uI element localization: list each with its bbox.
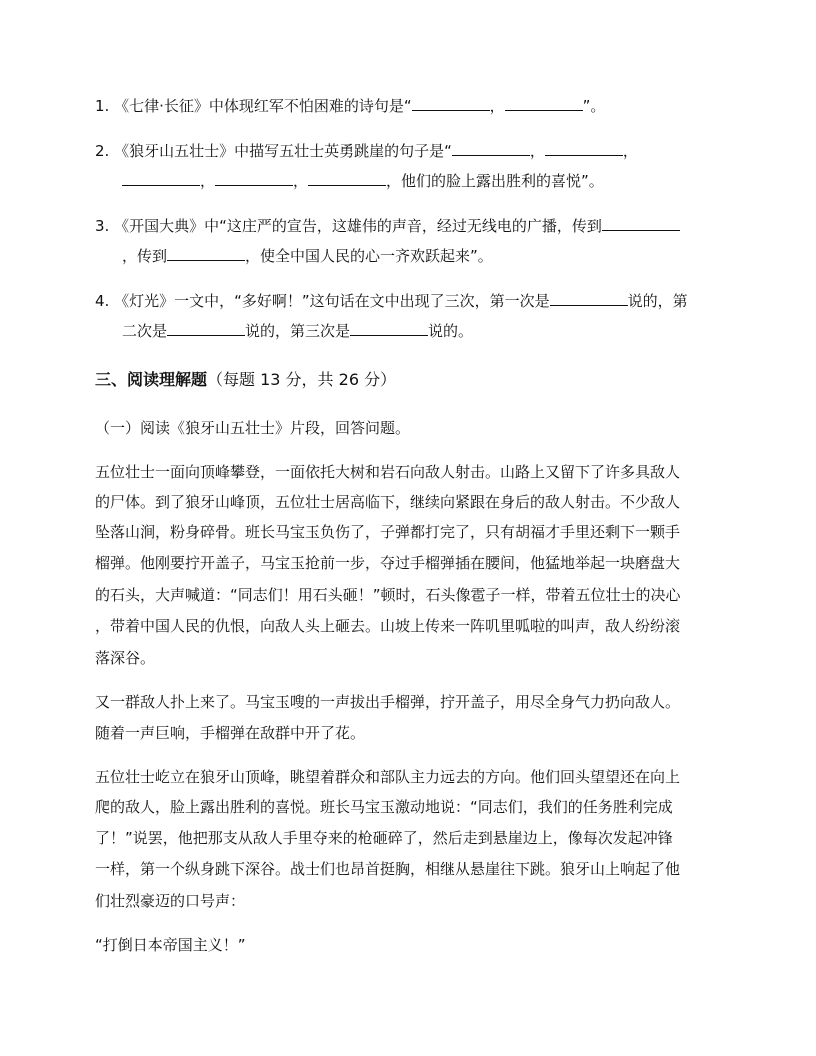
question-text: ，他们的脸上露出胜利的喜悦”。 [386,172,604,190]
passage-intro: （一）阅读《狼牙山五壮士》片段，回答问题。 [95,419,411,437]
question-3-continued [122,246,493,266]
answer-blank[interactable] [550,291,628,306]
answer-blank[interactable] [167,321,245,336]
answer-blank[interactable] [412,96,490,111]
answer-blank[interactable] [167,246,245,261]
question-text: ，使全中国人民的心一齐欢跃起来”。 [245,247,493,265]
passage-line: 们壮烈豪迈的口号声： [95,892,246,910]
question-4 [95,291,688,311]
question-text: 说的，第三次是 [245,322,351,340]
passage-line: 又一群敌人扑上来了。马宝玉嗖的一声拔出手榴弹，拧开盖子，用尽全身气力扔向敌人。 [95,693,681,711]
passage-line: “打倒日本帝国主义！” [95,936,246,954]
answer-blank[interactable] [505,96,583,111]
section-title: 三、阅读理解题 [95,370,208,389]
answer-blank[interactable] [122,171,200,186]
question-text: 4. 《灯光》一文中，“多好啊！”这句话在文中出现了三次，第一次是 [95,292,550,310]
passage-line: 随着一声巨响，手榴弹在敌群中开了花。 [95,724,366,742]
passage-line: 坠落山涧，粉身碎骨。班长马宝玉负伤了，子弹都打完了，只有胡福才手里还剩下一颗手 [95,523,681,541]
passage-line: ，带着中国人民的仇恨，向敌人头上砸去。山坡上传来一阵叽里呱啦的叫声，敌人纷纷滚 [95,617,681,635]
question-text: 二次是 [122,322,168,340]
answer-blank[interactable] [215,171,293,186]
answer-blank[interactable] [602,216,680,231]
question-3 [95,216,680,236]
question-text: ， [529,142,545,160]
section-subtitle: （每题 13 分，共 26 分） [207,370,397,389]
question-text: 1. 《七律·长征》中体现红军不怕困难的诗句是“ [95,97,412,115]
question-text: 说的，第 [627,292,688,310]
question-text: ，传到 [122,247,168,265]
answer-blank[interactable] [545,141,623,156]
passage-line: 落深谷。 [95,649,156,667]
section-heading [95,370,396,390]
question-text: 2. 《狼牙山五壮士》中描写五壮士英勇跳崖的句子是“ [95,142,452,160]
passage-line: 的尸体。到了狼牙山峰顶，五位壮士居高临下，继续向紧跟在身后的敌人射击。不少敌人 [95,493,681,511]
passage-line: 的石头，大声喊道：“同志们！用石头砸！”顿时，石头像雹子一样，带着五位壮士的决心 [95,586,681,604]
passage-line: 一样，第一个纵身跳下深谷。战士们也昂首挺胸，相继从悬崖往下跳。狼牙山上响起了他 [95,860,681,878]
question-1 [95,96,605,116]
passage-line: 榴弹。他刚要拧开盖子，马宝玉抢前一步，夺过手榴弹插在腰间，他猛地举起一块磨盘大 [95,554,681,572]
question-text: ， [293,172,309,190]
passage-line: 了！”说罢，他把那支从敌人手里夺来的枪砸碎了，然后走到悬崖边上，像每次发起冲锋 [95,829,673,847]
answer-blank[interactable] [350,321,428,336]
passage-line: 五位壮士一面向顶峰攀登，一面依托大树和岩石向敌人射击。山路上又留下了许多具敌人 [95,463,681,481]
question-4-continued [122,321,473,341]
question-text: ， [622,142,638,160]
question-text: 3. 《开国大典》中“这庄严的宣告，这雄伟的声音，经过无线电的广播，传到 [95,217,602,235]
question-text: ， [200,172,216,190]
answer-blank[interactable] [308,171,386,186]
passage-line: 五位壮士屹立在狼牙山顶峰，眺望着群众和部队主力远去的方向。他们回头望望还在向上 [95,768,681,786]
question-text: ”。 [582,97,606,115]
question-2 [95,141,638,161]
passage-line: 爬的敌人，脸上露出胜利的喜悦。班长马宝玉激动地说：“同志们，我们的任务胜利完成 [95,798,673,816]
answer-blank[interactable] [452,141,530,156]
question-text: 说的。 [428,322,474,340]
question-text: ， [489,97,505,115]
question-2-continued [122,171,604,191]
